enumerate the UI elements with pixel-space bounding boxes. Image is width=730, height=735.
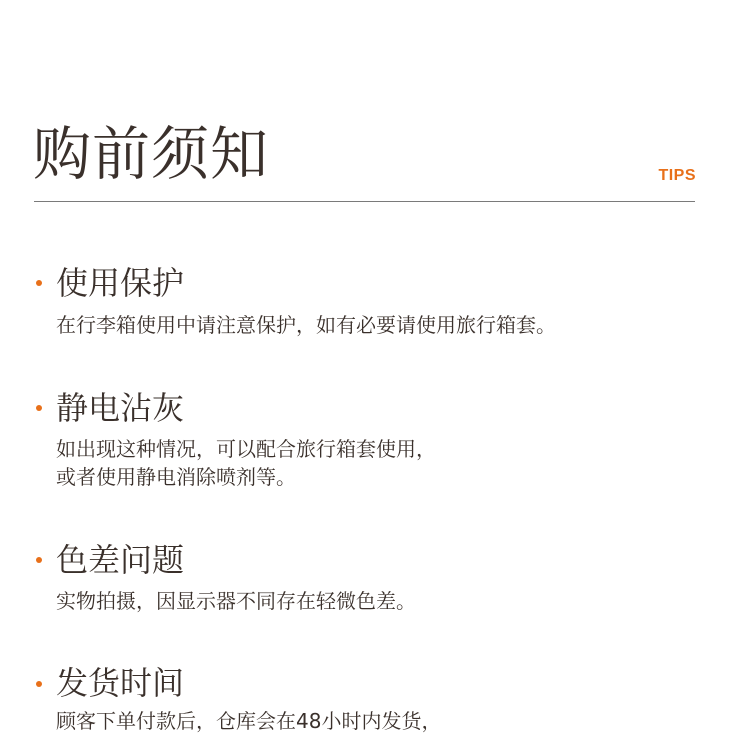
section-heading: 发货时间 xyxy=(56,664,185,702)
section-heading: 色差问题 xyxy=(56,541,185,579)
header-divider xyxy=(34,201,695,202)
section-body-line: 或者使用静电消除喷剂等。 xyxy=(56,465,296,489)
tips-label: TIPS xyxy=(658,167,696,184)
section-body-line: 实物拍摄，因显示器不同存在轻微色差。 xyxy=(56,589,416,613)
section-heading: 静电沾灰 xyxy=(56,389,185,427)
bullet-dot xyxy=(36,681,42,687)
section-body xyxy=(56,435,696,491)
section-body xyxy=(56,587,696,615)
section-body-line: 如出现这种情况，可以配合旅行箱套使用， xyxy=(56,437,436,461)
page-title: 购前须知 xyxy=(33,120,270,188)
section-body-line: 在行李箱使用中请注意保护，如有必要请使用旅行箱套。 xyxy=(56,313,556,337)
section-body xyxy=(56,311,696,339)
section-body-line: 顾客下单付款后，仓库会在48小时内发货， xyxy=(56,709,442,733)
section-heading: 使用保护 xyxy=(56,264,185,302)
bullet-dot xyxy=(36,557,42,563)
bullet-dot xyxy=(36,280,42,286)
bullet-dot xyxy=(36,405,42,411)
section-body xyxy=(56,707,696,735)
